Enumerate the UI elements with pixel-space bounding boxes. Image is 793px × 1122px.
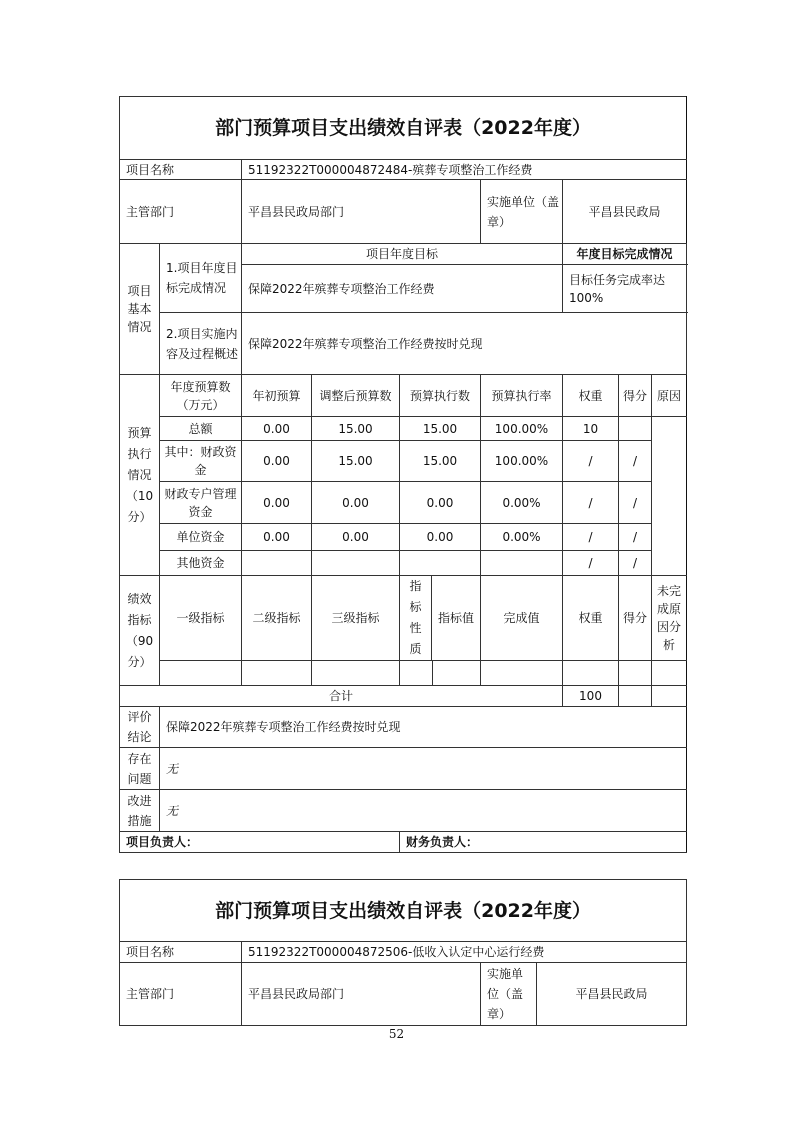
budget-row-score: / <box>619 441 652 482</box>
basic-row2-value: 保障2022年殡葬专项整治工作经费按时兑现 <box>242 313 687 375</box>
perf-cell <box>563 661 619 686</box>
budget-row-name: 总额 <box>160 417 242 441</box>
budget-row-weight: 10 <box>563 417 619 441</box>
budget-row-executed <box>400 551 481 576</box>
budget-row-executed: 0.00 <box>400 524 481 551</box>
budget-row-initial: 0.00 <box>242 524 312 551</box>
budget-row-score: / <box>619 551 652 576</box>
completion-header: 年度目标完成情况 <box>563 244 687 265</box>
budget-header-rate: 预算执行率 <box>481 375 563 417</box>
budget-row-rate: 100.00% <box>481 441 563 482</box>
perf-cell <box>619 661 652 686</box>
budget-row-rate <box>481 551 563 576</box>
page-number: 52 <box>388 1027 405 1041</box>
perf-cell-split <box>400 661 481 686</box>
impl-unit-label: 实施单位（盖章） <box>481 963 537 1026</box>
budget-label: 预算执行情况（10分） <box>120 375 160 576</box>
target-header: 项目年度目标 <box>242 244 563 265</box>
form-title: 部门预算项目支出绩效自评表（2022年度） <box>120 97 687 160</box>
budget-row-weight: / <box>563 524 619 551</box>
budget-row-initial: 0.00 <box>242 441 312 482</box>
eval-value: 保障2022年殡葬专项整治工作经费按时兑现 <box>160 707 687 748</box>
project-name-value: 51192322T000004872506-低收入认定中心运行经费 <box>242 942 687 963</box>
impl-unit-value: 平昌县民政局 <box>563 180 687 244</box>
budget-row-weight: / <box>563 551 619 576</box>
self-evaluation-form-2 <box>119 879 687 1026</box>
basic-row1-completion: 目标任务完成率达100% <box>563 265 687 313</box>
budget-row-name: 单位资金 <box>160 524 242 551</box>
budget-row-weight: / <box>563 482 619 524</box>
total-score <box>619 686 652 707</box>
total-label: 合计 <box>120 686 563 707</box>
budget-row-rate: 0.00% <box>481 524 563 551</box>
dept-value: 平昌县民政局部门 <box>242 180 481 244</box>
budget-row-adjusted: 15.00 <box>312 441 400 482</box>
perf-header-indicator-value: 指标值 <box>437 611 474 625</box>
issues-label: 存在问题 <box>120 748 160 790</box>
basic-info-label: 项目基本情况 <box>120 244 160 375</box>
improve-label: 改进措施 <box>120 790 160 832</box>
project-name-label: 项目名称 <box>120 160 242 180</box>
project-leader-label: 项目负责人： <box>120 832 400 853</box>
perf-header-nature: 指标性质 <box>400 576 432 660</box>
budget-row-adjusted: 0.00 <box>312 524 400 551</box>
budget-row-initial: 0.00 <box>242 417 312 441</box>
budget-header-initial: 年初预算 <box>242 375 312 417</box>
perf-label: 绩效指标（90分） <box>120 576 160 686</box>
budget-header-reason: 原因 <box>652 375 687 417</box>
budget-row-score: / <box>619 482 652 524</box>
form-title: 部门预算项目支出绩效自评表（2022年度） <box>120 880 687 942</box>
budget-header-score: 得分 <box>619 375 652 417</box>
perf-header-weight: 权重 <box>563 576 619 661</box>
budget-row-adjusted: 0.00 <box>312 482 400 524</box>
perf-header-reason: 未完成原因分析 <box>652 576 687 661</box>
budget-reason-cell <box>652 417 687 576</box>
perf-cell <box>312 661 400 686</box>
issues-value: 无 <box>160 748 687 790</box>
budget-row-rate: 100.00% <box>481 417 563 441</box>
total-reason <box>652 686 687 707</box>
total-weight: 100 <box>563 686 619 707</box>
project-name-value: 51192322T000004872484-殡葬专项整治工作经费 <box>242 160 687 180</box>
budget-row-name: 其中：财政资金 <box>160 441 242 482</box>
budget-row-name: 财政专户管理资金 <box>160 482 242 524</box>
dept-label: 主管部门 <box>120 180 242 244</box>
perf-cell <box>160 661 242 686</box>
improve-value: 无 <box>160 790 687 832</box>
impl-unit-label: 实施单位（盖章） <box>481 180 563 244</box>
perf-header-actual: 完成值 <box>481 576 563 661</box>
perf-cell <box>652 661 687 686</box>
budget-row-score: / <box>619 524 652 551</box>
budget-header-weight: 权重 <box>563 375 619 417</box>
budget-row-adjusted <box>312 551 400 576</box>
perf-header-nature-value <box>400 576 481 661</box>
finance-leader-label: 财务负责人： <box>400 832 687 853</box>
budget-row-name: 其他资金 <box>160 551 242 576</box>
budget-row-weight: / <box>563 441 619 482</box>
perf-cell <box>242 661 312 686</box>
basic-row1-label: 1.项目年度目标完成情况 <box>160 244 242 313</box>
dept-value: 平昌县民政局部门 <box>242 963 481 1026</box>
impl-unit-value: 平昌县民政局 <box>537 963 687 1026</box>
budget-header-adjusted: 调整后预算数 <box>312 375 400 417</box>
basic-row2-label: 2.项目实施内容及过程概述 <box>160 313 242 375</box>
budget-header-total: 年度预算数（万元） <box>160 375 242 417</box>
perf-header-level2: 二级指标 <box>242 576 312 661</box>
budget-row-initial <box>242 551 312 576</box>
project-name-label: 项目名称 <box>120 942 242 963</box>
budget-row-executed: 0.00 <box>400 482 481 524</box>
self-evaluation-form-1 <box>119 96 687 853</box>
perf-header-score: 得分 <box>619 576 652 661</box>
budget-row-rate: 0.00% <box>481 482 563 524</box>
perf-header-level1: 一级指标 <box>160 576 242 661</box>
budget-row-initial: 0.00 <box>242 482 312 524</box>
budget-row-adjusted: 15.00 <box>312 417 400 441</box>
perf-header-level3: 三级指标 <box>312 576 400 661</box>
budget-header-executed: 预算执行数 <box>400 375 481 417</box>
budget-row-executed: 15.00 <box>400 417 481 441</box>
eval-label: 评价结论 <box>120 707 160 748</box>
basic-row1-target: 保障2022年殡葬专项整治工作经费 <box>242 265 563 313</box>
budget-row-executed: 15.00 <box>400 441 481 482</box>
dept-label: 主管部门 <box>120 963 242 1026</box>
perf-cell <box>481 661 563 686</box>
budget-row-score <box>619 417 652 441</box>
